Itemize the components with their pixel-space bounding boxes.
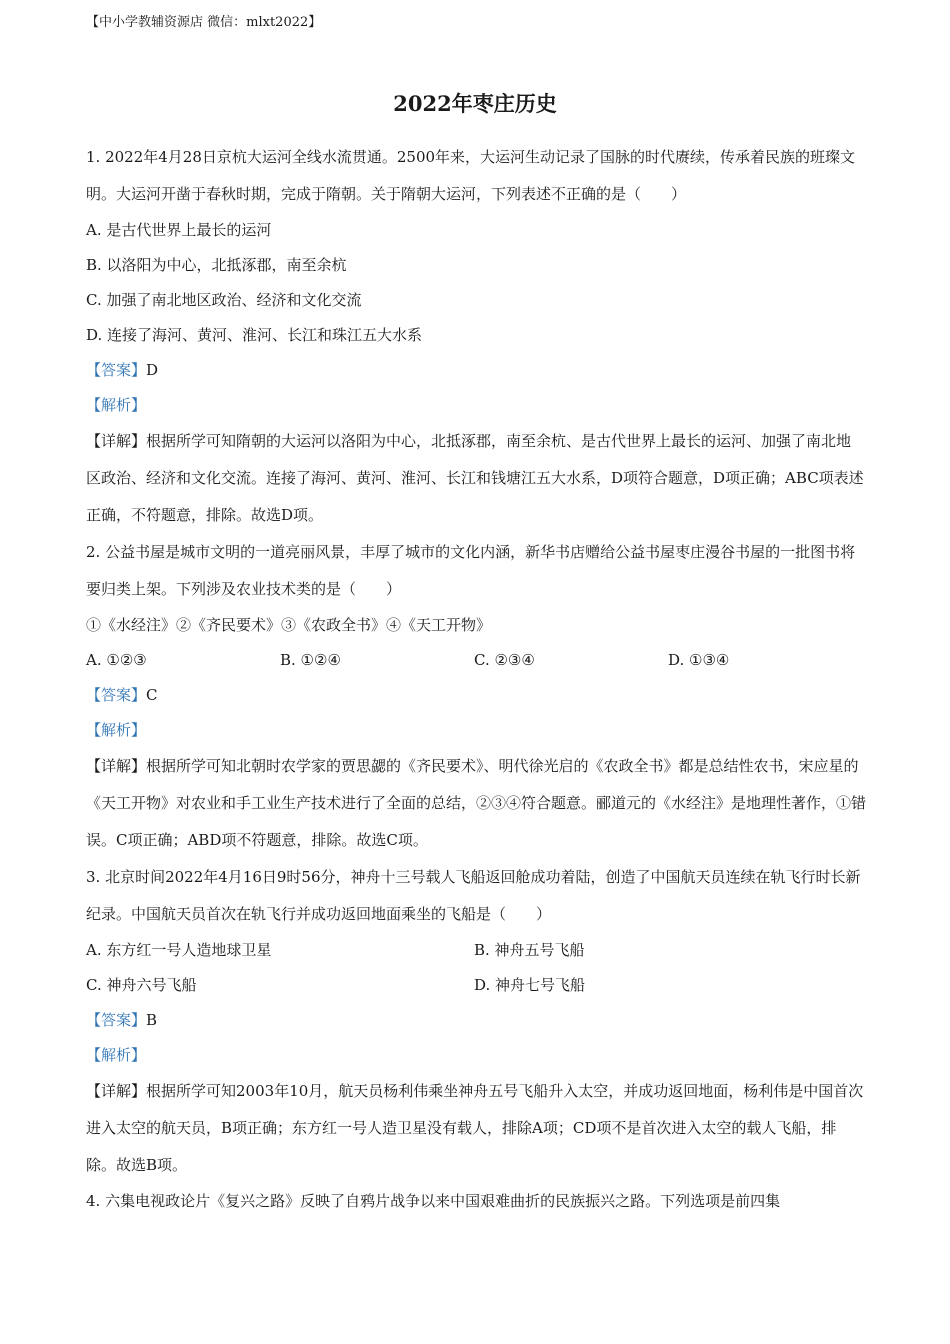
document-body [86, 139, 866, 1219]
q1-option-b: B. 以洛阳为中心，北抵涿郡，南至余杭 [86, 256, 347, 274]
q3-option-b: B. 神舟五号飞船 [474, 941, 585, 959]
q1-detail [86, 423, 866, 534]
q3-stem: 3. 北京时间2022年4月16日9时56分，神舟十三号载人飞船返回舱成功着陆，创造了中国航天员连续在轨飞行时长新纪录。中国航天员首次在轨飞行并成功返回地面乘坐的飞船是（ ） [86, 868, 861, 923]
q4-stem: 4. 六集电视政论片《复兴之路》反映了自鸦片战争以来中国艰难曲折的民族振兴之路。下列选项是前四集 [86, 1192, 781, 1210]
detail-tag: 【详解】 [86, 432, 147, 450]
q3-option-d: D. 神舟七号飞船 [474, 976, 586, 994]
detail-text: 根据所学可知北朝时农学家的贾思勰的《齐民要术》、明代徐光启的《农政全书》都是总结性农书，宋应星的《天工开物》对农业和手工业生产技术进行了全面的总结，②③④符合题意。郦道元的《水经注》是地理性著作，①错误。C项正确；ABD项不符题意，排除。故选C项。 [86, 757, 867, 849]
q2-detail [86, 748, 866, 859]
header-note: 【中小学教辅资源店 微信：mlxt2022】 [86, 15, 322, 30]
q2-option-d: D. ①③④ [668, 651, 730, 669]
q2-option-a: A. ①②③ [86, 651, 147, 669]
q3-options-row-1 [86, 933, 866, 968]
answer-tag: 【答案】 [86, 361, 147, 379]
q1-option-c: C. 加强了南北地区政治、经济和文化交流 [86, 291, 362, 309]
q1-option-d: D. 连接了海河、黄河、淮河、长江和珠江五大水系 [86, 326, 423, 344]
q3-option-a: A. 东方红一号人造地球卫星 [86, 941, 272, 959]
q2-answer [86, 678, 866, 713]
detail-text: 根据所学可知隋朝的大运河以洛阳为中心，北抵涿郡，南至余杭、是古代世界上最长的运河、加强了南北地区政治、经济和文化交流。连接了海河、黄河、淮河、长江和钱塘江五大水系，D项符合题意，D项正确；ABC项表述正确，不符题意，排除。故选D项。 [86, 432, 864, 524]
q1-stem: 1. 2022年4月28日京杭大运河全线水流贯通。2500年来，大运河生动记录了国脉的时代赓续，传承着民族的班璨文明。大运河开凿于春秋时期，完成于隋朝。关于隋朝大运河，下列表述不正确的是（ ） [86, 148, 856, 203]
answer-value: B [146, 1011, 158, 1029]
page-title: 2022年枣庄历史 [393, 91, 557, 116]
answer-value: C [146, 686, 158, 704]
q2-analysis-tag: 【解析】 [86, 721, 147, 739]
q2-stem: 2. 公益书屋是城市文明的一道亮丽风景，丰厚了城市的文化内涵，新华书店赠给公益书屋枣庄漫谷书屋的一批图书将要归类上架。下列涉及农业技术类的是（ ） [86, 543, 856, 598]
detail-tag: 【详解】 [86, 1082, 147, 1100]
answer-tag: 【答案】 [86, 1011, 147, 1029]
q2-items: ①《水经注》②《齐民要术》③《农政全书》④《天工开物》 [86, 616, 492, 634]
q1-option-a: A. 是古代世界上最长的运河 [86, 221, 272, 239]
detail-tag: 【详解】 [86, 757, 147, 775]
q3-analysis-tag: 【解析】 [86, 1046, 147, 1064]
q3-detail [86, 1073, 866, 1184]
detail-text: 根据所学可知2003年10月，航天员杨利伟乘坐神舟五号飞船升入太空，并成功返回地面，杨利伟是中国首次进入太空的航天员，B项正确；东方红一号人造卫星没有载人，排除A项；CD项不是首次进入太空的载人飞船，排除。故选B项。 [86, 1082, 864, 1174]
q2-option-c: C. ②③④ [474, 651, 535, 669]
q1-analysis-tag: 【解析】 [86, 396, 147, 414]
q2-option-b: B. ①②④ [280, 651, 341, 669]
q2-options [86, 643, 866, 678]
q1-answer [86, 353, 866, 388]
answer-tag: 【答案】 [86, 686, 147, 704]
q3-answer [86, 1003, 866, 1038]
q3-option-c: C. 神舟六号飞船 [86, 976, 197, 994]
answer-value: D [146, 361, 159, 379]
q3-options-row-2 [86, 968, 866, 1003]
